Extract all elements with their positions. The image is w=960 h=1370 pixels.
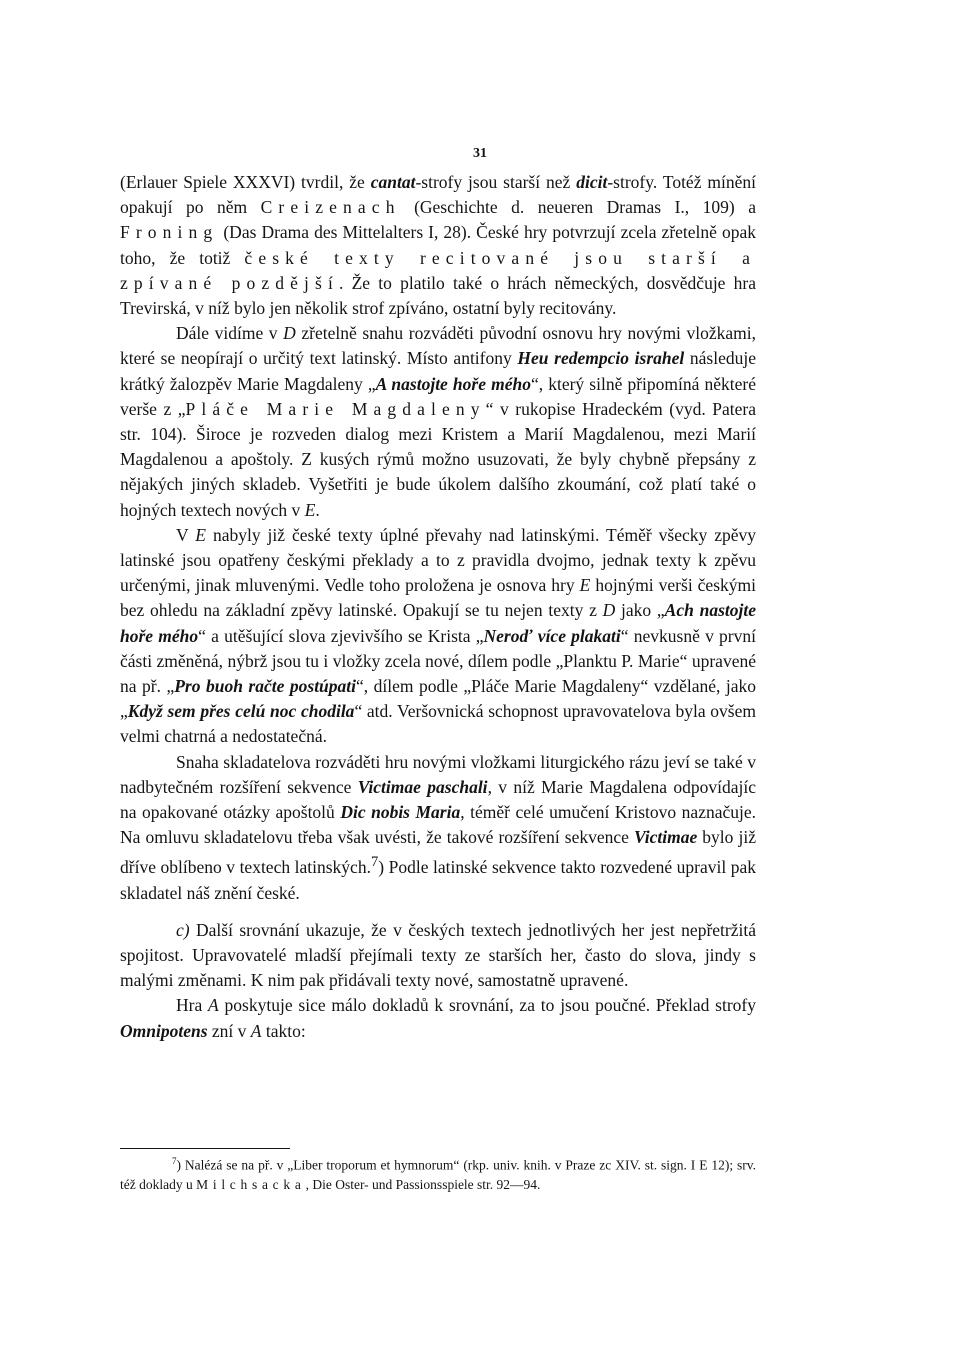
page-number: 31 [473,146,487,161]
text-run: V [176,524,196,545]
text-run: , Die Oster- und Passionsspiele str. 92—94. [305,1176,541,1192]
text-run: -strofy. Totéž mínění opakují po něm [120,172,756,218]
bold-italic-text: Neroď více plakati [483,625,621,646]
text-run: takto: [261,1020,306,1041]
italic-text: c) [176,919,190,940]
footnote-reference: 7 [370,854,379,871]
italic-text: E [304,499,316,520]
text-run: , v níž Marie Magdalena odpovídajíc na opakované otázky apoštolů [120,776,756,823]
text-run: , téměř celé umučení Kristovo naznačuje. Na omluvu skladatelovu třeba však uvésti, že takové rozšíření sekvence [120,802,757,848]
bold-italic-text: cantat [370,172,416,192]
text-run: nabyly již české texty úplné převahy nad latinskými. Téměř všecky zpěvy latinské jsou opatřeny českými překlady a to z pravidla dvojmo, jednak texty k zpěvu určenými, jinak mluvenými. Vedle toho proložena je osnova hry [120,524,756,596]
paragraph [120,918,756,994]
bold-italic-text: A nastojte hoře mého [375,373,531,394]
text-run: . Že to platilo také o hrách německých, dosvědčuje hra Trevirská, v níž bylo jen několik strof zpíváno, ostatní byly recitovány. [120,272,757,319]
text-run: ) Nalézá se na př. v „Liber troporum et hymnorum“ (rkp. univ. knih. v Praze zc XIV. st. sign. I E 12); srv. též doklady u [120,1157,756,1192]
italic-text: E [195,524,206,545]
text-run: (Erlauer Spiele XXXVI) tvrdil, že [120,172,371,192]
spaced-text: české texty recitované jsou starší a zpívané pozdější [120,247,756,293]
text-run: “ v rukopise Hradeckém (vyd. Patera str. 104). Široce je rozveden dialog mezi Kristem a Marií Magdalenou, mezi Marií Magdalenou a apoštoly. Z kusých rýmů možno usuzovati, že byly chybně přepsány z nějakých jiných skladeb. Vyšetřiti je bude úkolem dalšího zkoumání, což platí také o hojných textech nových v [120,398,756,520]
paragraph [120,993,756,1043]
paragraph [120,750,756,906]
text-run: ) Podle latinské sekvence takto rozvedené upravil pak skladatel náš znění české. [120,857,757,903]
footnote-text [120,1152,756,1194]
paragraph [120,170,756,321]
text-run: následuje krátký žalozpěv Marie Magdaleny „ [120,348,757,394]
text-run: poskytuje sice málo dokladů k srovnání, za to jsou poučné. Překlad strofy [218,995,756,1016]
italic-text: D [283,323,296,344]
paragraph [120,321,756,523]
text-run: “, dílem podle „Pláče Marie Magdaleny“ vzdělané, jako „ [120,676,756,722]
footnote-reference: 7 [172,1156,177,1166]
text-run: zní v [207,1020,251,1041]
footnote [120,1152,756,1194]
text-run: jako „ [615,600,665,621]
text-run: Dále vidíme v [176,323,284,344]
text-run: zřetelně snahu rozváděti původní osnovu hry novými vložkami, které se neopírají o určitý text latinský. Místo antifony [120,323,757,369]
text-run: hojnými verši českými bez ohledu na základní zpěvy latinské. Opakují se tu nejen texty z [120,575,756,621]
italic-text: E [579,575,591,596]
paragraph [120,523,756,750]
spaced-text: Pláče Marie Magdaleny [185,398,486,419]
bold-italic-text: Victimae [634,827,698,848]
text-run: “, který silně připomíná některé verše z „ [120,373,756,419]
bold-italic-text: Victimae paschali [357,776,488,797]
text-run: Snaha skladatelova rozváděti hru novými vložkami liturgického rázu jeví se také v nadbytečném rozšíření sekvence [120,751,756,797]
bold-italic-text: Pro buoh račte postúpati [174,676,357,697]
text-run: bylo již dříve oblíbeno v textech latinských. [120,827,757,878]
text-run: Hra [176,995,209,1016]
bold-italic-text: Dic nobis Maria [340,802,461,823]
text-run: “ atd. Veršovnická schopnost upravovatelova byla ovšem velmi chatrná a nedostatečná. [120,701,756,747]
text-run: “ a utěšující slova zjevivšího se Krista „ [198,625,484,646]
main-text [120,170,756,1044]
text-run: “ nevkusně v první části změněná, nýbrž jsou tu i vložky zcela nové, dílem podle „Planktu P. Marie“ upravené na př. „ [120,625,756,697]
text-run: -strofy jsou starší než [415,172,577,192]
bold-italic-text: dicit [576,172,608,192]
footnote-separator [120,1148,290,1149]
text-run: . [315,499,320,520]
italic-text: A [250,1020,262,1041]
text-run: Další srovnání ukazuje, že v českých textech jednotlivých her jest nepřetržitá spojitost. Upravovatelé mladší přejímali texty ze starších her, často do slova, jindy s malými změnami. K nim pak přidávali texty nové, samostatně upravené. [120,919,756,991]
bold-italic-text: Heu redempcio israhel [517,348,685,369]
italic-text: A [208,995,219,1016]
bold-italic-text: Omnipotens [120,1020,208,1041]
spaced-text: Milchsacka [196,1176,306,1192]
text-run: (Das Drama des Mittelalters I, 28). České hry potvrzují zcela zřetelně opak toho, že totiž [120,222,756,268]
spaced-text: Froning [120,222,219,243]
spaced-text: Creizenach [260,197,401,218]
bold-italic-text: Ach nastojte hoře mého [120,600,756,646]
text-run: (Geschichte d. neueren Dramas I., 109) a [400,197,756,218]
italic-text: D [602,600,616,621]
bold-italic-text: Když sem přes celú noc chodila [127,701,355,722]
